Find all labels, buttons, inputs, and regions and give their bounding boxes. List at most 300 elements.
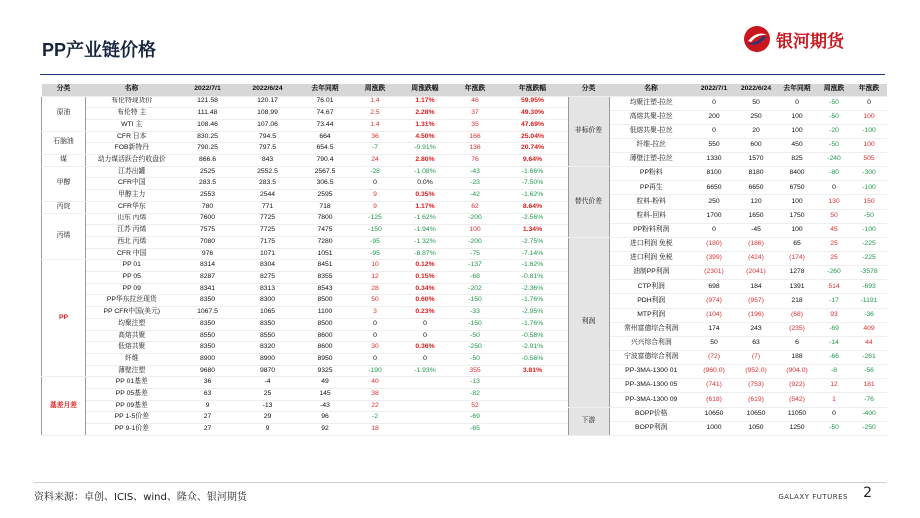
item-name: WTI 主	[86, 119, 178, 131]
value-cell: 505	[851, 153, 887, 167]
value-cell: 306.5	[298, 178, 353, 190]
source-note: 资料来源：卓创、ICIS、wind、隆众、银河期货	[34, 492, 247, 503]
value-cell: 218	[777, 294, 817, 308]
value-cell: 771	[238, 201, 298, 213]
item-name: 高熔共聚-拉丝	[609, 110, 693, 124]
table-row	[568, 308, 887, 322]
value-cell: -2.75%	[498, 236, 568, 248]
table-row	[42, 283, 568, 295]
table-row	[42, 190, 568, 202]
value-cell: 6650	[693, 181, 735, 195]
value-cell: 92	[298, 424, 353, 436]
value-cell: 8543	[298, 283, 353, 295]
value-cell: 111.48	[178, 108, 238, 120]
value-cell: 0	[353, 318, 398, 330]
table-row	[568, 379, 887, 393]
value-cell	[398, 412, 453, 424]
value-cell: (235)	[777, 322, 817, 336]
table-row	[568, 393, 887, 407]
value-cell: 0	[693, 124, 735, 138]
value-cell: 0	[817, 181, 851, 195]
value-cell: 96	[298, 412, 353, 424]
value-cell	[398, 424, 453, 436]
value-cell: -76	[851, 393, 887, 407]
value-cell: 10	[353, 260, 398, 272]
value-cell: 7725	[238, 213, 298, 225]
table-row	[42, 412, 568, 424]
table-row	[42, 365, 568, 377]
value-cell: 250	[735, 110, 777, 124]
value-cell: 8100	[693, 167, 735, 181]
value-cell: 1570	[735, 153, 777, 167]
value-cell: 2553	[178, 190, 238, 202]
value-cell: 20.74%	[498, 143, 568, 155]
item-name: 进口利润 免税	[609, 237, 693, 251]
value-cell: 6650	[735, 181, 777, 195]
page-number: 2	[863, 485, 872, 501]
company-logo	[742, 24, 872, 54]
value-cell: 50	[353, 295, 398, 307]
value-cell: 52	[453, 400, 498, 412]
item-name: 粒料-回料	[609, 209, 693, 223]
value-cell: (72)	[693, 351, 735, 365]
value-cell: 718	[298, 201, 353, 213]
value-cell: 1100	[298, 307, 353, 319]
column-header: 分类	[42, 84, 86, 96]
value-cell: 1.34%	[498, 225, 568, 237]
value-cell: -95	[353, 236, 398, 248]
value-cell: -1.93%	[398, 365, 453, 377]
value-cell: -50	[817, 110, 851, 124]
value-cell: (424)	[735, 252, 777, 266]
value-cell: (2301)	[693, 266, 735, 280]
value-cell: 790.4	[298, 155, 353, 167]
value-cell: -0.81%	[498, 272, 568, 284]
table-row	[42, 260, 568, 272]
category-cell: PP	[42, 260, 86, 377]
value-cell: 100	[851, 138, 887, 152]
table-row	[568, 421, 887, 435]
table-row	[568, 237, 887, 251]
value-cell: 9	[353, 190, 398, 202]
footer-divider	[34, 482, 886, 483]
table-row	[568, 110, 887, 124]
table-row	[42, 342, 568, 354]
value-cell: (542)	[777, 393, 817, 407]
table-row	[42, 131, 568, 143]
item-name: CTP利润	[609, 280, 693, 294]
item-name: 江苏 丙烯	[86, 225, 178, 237]
value-cell: -28	[353, 166, 398, 178]
value-cell: 8355	[298, 272, 353, 284]
value-cell	[398, 389, 453, 401]
item-name: 布伦特 主	[86, 108, 178, 120]
value-cell: -240	[817, 153, 851, 167]
value-cell: (2041)	[735, 266, 777, 280]
value-cell: 8550	[178, 330, 238, 342]
item-name: PP-3MA-1300 09	[609, 393, 693, 407]
value-cell: -1.76%	[498, 318, 568, 330]
value-cell: 409	[851, 322, 887, 336]
value-cell: (904.0)	[777, 365, 817, 379]
value-cell: 7080	[178, 236, 238, 248]
value-cell: -7.50%	[498, 178, 568, 190]
value-cell: 8500	[298, 295, 353, 307]
value-cell	[398, 377, 453, 389]
column-header: 年涨跌	[851, 84, 887, 96]
item-name: PP 01	[86, 260, 178, 272]
value-cell: -7	[353, 143, 398, 155]
value-cell: 9.64%	[498, 155, 568, 167]
value-cell	[498, 424, 568, 436]
table-row	[568, 124, 887, 138]
value-cell: 136	[453, 143, 498, 155]
value-cell: 0.36%	[398, 342, 453, 354]
value-cell: -2.36%	[498, 283, 568, 295]
category-cell: 利润	[568, 237, 609, 407]
value-cell: 108.46	[178, 119, 238, 131]
table-row	[42, 178, 568, 190]
value-cell: 35	[453, 119, 498, 131]
value-cell: 6	[777, 336, 817, 350]
column-header: 2022/6/24	[735, 84, 777, 96]
value-cell: -50	[817, 96, 851, 110]
value-cell: 188	[777, 351, 817, 365]
value-cell: 25	[238, 389, 298, 401]
value-cell: -7.14%	[498, 248, 568, 260]
value-cell: 8500	[298, 318, 353, 330]
value-cell: 1750	[777, 209, 817, 223]
value-cell: 0	[353, 178, 398, 190]
value-cell: 73.44	[298, 119, 353, 131]
value-cell: 8400	[777, 167, 817, 181]
value-cell: 59.95%	[498, 96, 568, 108]
value-cell: -69	[453, 412, 498, 424]
value-cell: -66	[817, 351, 851, 365]
table-row	[42, 389, 568, 401]
value-cell: -50	[453, 330, 498, 342]
value-cell: 0	[353, 330, 398, 342]
column-header: 周涨跌	[817, 84, 851, 96]
value-cell: -250	[851, 421, 887, 435]
value-cell: 6750	[777, 181, 817, 195]
value-cell	[398, 400, 453, 412]
item-name: FOB新特丹	[86, 143, 178, 155]
value-cell: 8180	[735, 167, 777, 181]
value-cell: 2552.5	[238, 166, 298, 178]
value-cell: 1.31%	[398, 119, 453, 131]
logo-text: 银河期货	[776, 31, 844, 52]
item-name: BOPP利润	[609, 421, 693, 435]
item-name: CFR华东	[86, 201, 178, 213]
value-cell: 100	[777, 223, 817, 237]
value-cell: 7175	[238, 236, 298, 248]
left-table-header	[42, 84, 568, 96]
category-cell: 下游	[568, 407, 609, 435]
value-cell: -50	[817, 138, 851, 152]
value-cell: -42	[453, 190, 498, 202]
value-cell: 50	[817, 209, 851, 223]
table-row	[42, 201, 568, 213]
value-cell: -43	[453, 166, 498, 178]
value-cell: 1065	[238, 307, 298, 319]
value-cell: (741)	[693, 379, 735, 393]
table-row	[42, 96, 568, 108]
value-cell: -190	[353, 365, 398, 377]
value-cell: 2.80%	[398, 155, 453, 167]
value-cell: 8314	[178, 260, 238, 272]
value-cell: 9	[353, 201, 398, 213]
item-name: PP粉料	[609, 167, 693, 181]
value-cell: -82	[453, 389, 498, 401]
column-header: 去年同期	[298, 84, 353, 96]
value-cell: -137	[453, 260, 498, 272]
item-name: 江苏出罐	[86, 166, 178, 178]
value-cell	[498, 377, 568, 389]
value-cell: -50	[817, 421, 851, 435]
table-row	[42, 108, 568, 120]
value-cell: 8350	[178, 318, 238, 330]
table-row	[42, 400, 568, 412]
value-cell: 1071	[238, 248, 298, 260]
value-cell: -125	[353, 213, 398, 225]
value-cell: 0	[693, 96, 735, 110]
table-row	[568, 280, 887, 294]
value-cell: 29	[238, 412, 298, 424]
value-cell: (68)	[777, 308, 817, 322]
value-cell: -14	[817, 336, 851, 350]
value-cell: 1.17%	[398, 96, 453, 108]
value-cell: 600	[735, 138, 777, 152]
value-cell: 8451	[298, 260, 353, 272]
value-cell: (186)	[735, 237, 777, 251]
column-header: 名称	[86, 84, 178, 96]
value-cell: 1278	[777, 266, 817, 280]
value-cell	[498, 412, 568, 424]
value-cell: -100	[851, 124, 887, 138]
value-cell: 2544	[238, 190, 298, 202]
value-cell: 0.0%	[398, 178, 453, 190]
item-name: 低熔共聚	[86, 342, 178, 354]
value-cell: -0.91%	[398, 143, 453, 155]
item-name: CFR 中国	[86, 248, 178, 260]
value-cell: 843	[238, 155, 298, 167]
value-cell: (952.0)	[735, 365, 777, 379]
value-cell: 1051	[298, 248, 353, 260]
table-row	[42, 318, 568, 330]
item-name: 高熔共聚	[86, 330, 178, 342]
value-cell: 0	[851, 96, 887, 110]
value-cell: -50	[453, 353, 498, 365]
value-cell: -261	[851, 351, 887, 365]
table-row	[568, 336, 887, 350]
item-name: 山东 丙烯	[86, 213, 178, 225]
item-name: PP CFR中国(美元)	[86, 307, 178, 319]
value-cell: 49.30%	[498, 108, 568, 120]
table-row	[42, 119, 568, 131]
value-cell: (960.0)	[693, 365, 735, 379]
value-cell: 0	[693, 223, 735, 237]
value-cell: 63	[735, 336, 777, 350]
category-cell: 替代价差	[568, 167, 609, 238]
value-cell: 45	[817, 223, 851, 237]
value-cell: 794.5	[238, 131, 298, 143]
column-header: 名称	[609, 84, 693, 96]
column-header: 分类	[568, 84, 609, 96]
value-cell: -250	[453, 342, 498, 354]
value-cell: -23	[453, 178, 498, 190]
value-cell: 283.5	[178, 178, 238, 190]
value-cell: 7725	[238, 225, 298, 237]
value-cell: 0.23%	[398, 307, 453, 319]
value-cell: 8320	[238, 342, 298, 354]
left-price-table	[41, 84, 568, 436]
value-cell: 7800	[298, 213, 353, 225]
table-row	[568, 407, 887, 421]
table-row	[42, 143, 568, 155]
value-cell: 120.17	[238, 96, 298, 108]
value-cell: 44	[851, 336, 887, 350]
value-cell: 2567.5	[298, 166, 353, 178]
table-row	[42, 166, 568, 178]
value-cell: 790.25	[178, 143, 238, 155]
value-cell: 8350	[178, 342, 238, 354]
value-cell: 8350	[178, 295, 238, 307]
value-cell: 30	[353, 342, 398, 354]
item-name: 进口利润 免税	[609, 252, 693, 266]
category-cell: 丙烷	[42, 201, 86, 213]
value-cell: -2	[353, 412, 398, 424]
value-cell: -0.56%	[498, 353, 568, 365]
table-row	[568, 322, 887, 336]
value-cell: -1.62%	[498, 260, 568, 272]
item-name: 均聚注塑-拉丝	[609, 96, 693, 110]
price-tables	[41, 84, 886, 436]
value-cell: 62	[453, 201, 498, 213]
value-cell: 76	[453, 155, 498, 167]
column-header: 年涨跌幅	[498, 84, 568, 96]
value-cell: 2.28%	[398, 108, 453, 120]
column-header: 去年同期	[777, 84, 817, 96]
value-cell: 8600	[298, 330, 353, 342]
value-cell: -75	[453, 248, 498, 260]
value-cell: 18	[353, 424, 398, 436]
value-cell: (399)	[693, 252, 735, 266]
value-cell: 25	[817, 237, 851, 251]
table-row	[42, 225, 568, 237]
table-row	[568, 294, 887, 308]
value-cell: 550	[693, 138, 735, 152]
category-cell: 甲醇	[42, 166, 86, 201]
value-cell: -56	[851, 365, 887, 379]
item-name: PP 05基差	[86, 389, 178, 401]
page-title: PP产业链价格	[42, 40, 157, 60]
value-cell: -69	[817, 322, 851, 336]
table-row	[568, 167, 887, 181]
value-cell: 0.12%	[398, 260, 453, 272]
value-cell: 1391	[777, 280, 817, 294]
table-row	[42, 155, 568, 167]
value-cell: -2.56%	[498, 213, 568, 225]
table-row	[42, 213, 568, 225]
title-divider	[40, 74, 885, 75]
item-name: CFR 日本	[86, 131, 178, 143]
value-cell: -150	[453, 318, 498, 330]
value-cell: 4.50%	[398, 131, 453, 143]
value-cell: 8304	[238, 260, 298, 272]
value-cell: 36	[178, 377, 238, 389]
value-cell: 250	[693, 195, 735, 209]
value-cell: 1067.5	[178, 307, 238, 319]
value-cell: 145	[298, 389, 353, 401]
item-name: 兴兴综合利润	[609, 336, 693, 350]
value-cell: 46	[453, 96, 498, 108]
value-cell	[498, 389, 568, 401]
value-cell: 355	[453, 365, 498, 377]
table-row	[568, 138, 887, 152]
value-cell: 0	[353, 353, 398, 365]
table-row	[42, 307, 568, 319]
value-cell: 3.81%	[498, 365, 568, 377]
value-cell: (957)	[735, 294, 777, 308]
item-name: 动力煤活跃合约收盘价	[86, 155, 178, 167]
value-cell: 100	[851, 110, 887, 124]
category-cell: 煤	[42, 155, 86, 167]
value-cell: 654.5	[298, 143, 353, 155]
value-cell: 174	[693, 322, 735, 336]
value-cell: -300	[851, 167, 887, 181]
value-cell: 63	[178, 389, 238, 401]
value-cell: 8900	[178, 353, 238, 365]
item-name: PP 9-1价差	[86, 424, 178, 436]
brand-english: GALAXY FUTURES	[778, 493, 848, 501]
column-header: 2022/6/24	[238, 84, 298, 96]
value-cell: -95	[353, 248, 398, 260]
value-cell: 7600	[178, 213, 238, 225]
value-cell: -68	[453, 272, 498, 284]
value-cell: 8600	[298, 342, 353, 354]
value-cell: 0	[398, 330, 453, 342]
table-row	[42, 330, 568, 342]
value-cell: 1650	[735, 209, 777, 223]
value-cell: 8300	[238, 295, 298, 307]
value-cell: -100	[851, 181, 887, 195]
item-name: 纤维	[86, 353, 178, 365]
value-cell: -2.91%	[498, 342, 568, 354]
table-row	[42, 236, 568, 248]
value-cell: 74.67	[298, 108, 353, 120]
item-name: PDH利润	[609, 294, 693, 308]
value-cell: 8341	[178, 283, 238, 295]
value-cell: 38	[353, 389, 398, 401]
value-cell: 1330	[693, 153, 735, 167]
value-cell: -13	[238, 400, 298, 412]
value-cell: 49	[298, 377, 353, 389]
item-name: PP 1-5价差	[86, 412, 178, 424]
value-cell: -2.95%	[498, 307, 568, 319]
item-name: 低熔共聚-拉丝	[609, 124, 693, 138]
item-name: 纤维-拉丝	[609, 138, 693, 152]
value-cell: 11050	[777, 407, 817, 421]
value-cell: 0.60%	[398, 295, 453, 307]
value-cell: 283.5	[238, 178, 298, 190]
value-cell: 37	[453, 108, 498, 120]
item-name: 甲醇主力	[86, 190, 178, 202]
category-cell: 原油	[42, 96, 86, 131]
value-cell: (922)	[777, 379, 817, 393]
value-cell: 200	[693, 110, 735, 124]
value-cell: -693	[851, 280, 887, 294]
